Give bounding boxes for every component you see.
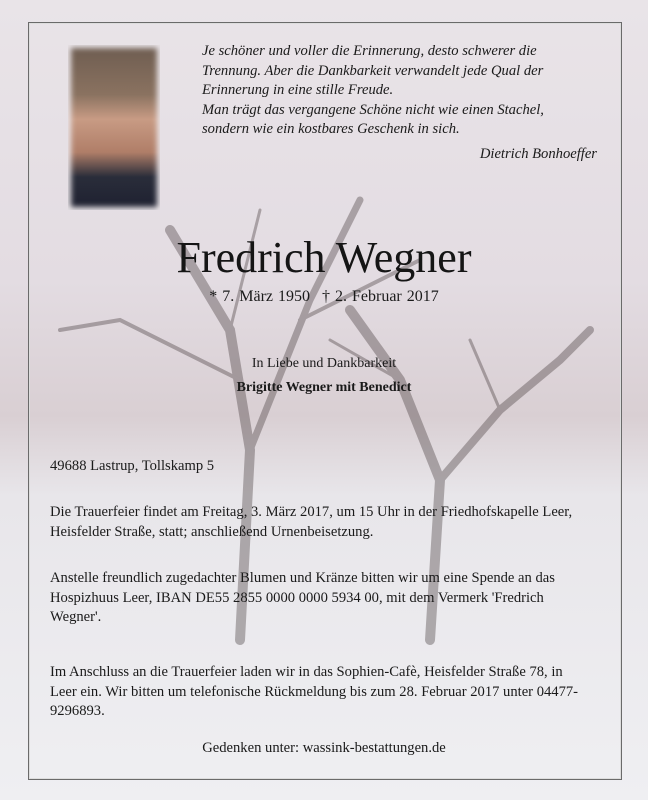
- dedication-block: [0, 352, 648, 400]
- portrait-photo: [68, 45, 160, 210]
- quote-line: Erinnerung in eine stille Freude.: [202, 82, 394, 98]
- paragraph-donation: Anstelle freundlich zugedachter Blumen und Kränze bitten wir um eine Spende an das Hospizhuus Leer, IBAN DE55 2855 0000 0000 5934 00, mit dem Vermerk 'Fredrich Wegner'.: [50, 570, 555, 626]
- dedication: In Liebe und Dankbarkeit: [251, 356, 397, 371]
- quote-line: sondern wie ein kostbares Geschenk in sich.: [202, 121, 460, 137]
- memorial-link[interactable]: Gedenken unter: wassink-bestattungen.de: [202, 740, 446, 756]
- death-date: † 2. Februar 2017: [322, 288, 439, 305]
- birth-date: * 7. März 1950: [209, 288, 310, 305]
- mourners: Brigitte Wegner mit Benedict: [236, 380, 412, 395]
- quote: [202, 42, 602, 164]
- quote-line: Man trägt das vergangene Schöne nicht wie einen Stachel,: [202, 101, 544, 118]
- paragraph-reception: Im Anschluss an die Trauerfeier laden wir in das Sophien-Cafè, Heisfelder Straße 78, in Leer ein. Wir bitten um telefonische Rückmeldung bis zum 28. Februar 2017 unter 04477-9296893.: [50, 664, 579, 720]
- notice-body: [50, 457, 590, 749]
- address: 49688 Lastrup, Tollskamp 5: [50, 458, 215, 474]
- quote-line: Trennung. Aber die Dankbarkeit verwandelt jede Qual der: [202, 62, 544, 79]
- paragraph-ceremony: Die Trauerfeier findet am Freitag, 3. März 2017, um 15 Uhr in der Friedhofskapelle Leer, Heisfelder Straße, statt; anschließend Urnenbeisetzung.: [50, 504, 573, 540]
- quote-author: Dietrich Bonhoeffer: [479, 145, 597, 162]
- quote-line: Je schöner und voller die Erinnerung, desto schwerer die: [202, 43, 537, 59]
- life-dates: [0, 288, 648, 306]
- deceased-name: Fredrich Wegner: [176, 233, 472, 282]
